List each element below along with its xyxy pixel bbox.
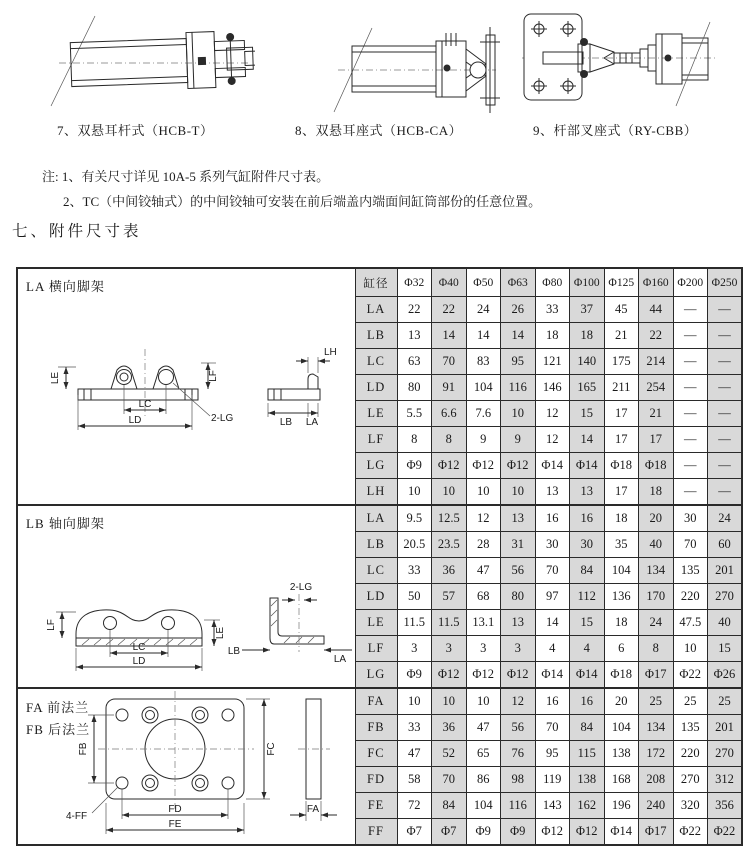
table-cell: 72: [397, 793, 432, 819]
table-cell: 28: [466, 532, 501, 558]
svg-text:LF: LF: [46, 619, 57, 631]
table-cell: 4: [570, 636, 605, 662]
table-cell: 84: [570, 558, 605, 584]
table-cell: Φ17: [639, 819, 674, 846]
table-cell: 37: [570, 297, 605, 323]
svg-text:FA: FA: [306, 804, 320, 815]
table-cell: 86: [466, 767, 501, 793]
table-cell: Φ14: [570, 662, 605, 689]
table-cell: 7.6: [466, 401, 501, 427]
table-cell: 22: [397, 297, 432, 323]
table-cell: 104: [466, 793, 501, 819]
table-cell: 17: [604, 479, 639, 506]
svg-text:LE: LE: [215, 626, 226, 640]
table-cell: 50: [397, 584, 432, 610]
svg-text:LD: LD: [132, 656, 146, 667]
table-cell: 14: [432, 323, 467, 349]
table-row: [17, 688, 742, 715]
table-cell: —: [673, 479, 708, 506]
table-cell: 135: [673, 715, 708, 741]
table-cell: 9: [501, 427, 536, 453]
figure7-caption: 7、双悬耳杆式（HCB-T）: [57, 123, 214, 138]
table-cell: 91: [432, 375, 467, 401]
table-cell: 80: [501, 584, 536, 610]
table-cell: 104: [604, 715, 639, 741]
table-cell: 56: [501, 558, 536, 584]
table-cell: 135: [673, 558, 708, 584]
table-cell: Φ18: [604, 453, 639, 479]
table-cell: 21: [639, 401, 674, 427]
table-cell: 140: [570, 349, 605, 375]
table-cell: 172: [639, 741, 674, 767]
svg-text:LB: LB: [279, 417, 293, 428]
diagram-cell-1: [17, 268, 355, 505]
table-cell: 3: [432, 636, 467, 662]
dimension-table: [16, 267, 743, 846]
note-line-1: 注: 1、有关尺寸详见 10A-5 系列气缸附件尺寸表。: [42, 169, 330, 184]
row-label: LH: [355, 479, 397, 506]
table-cell: 25: [673, 688, 708, 715]
svg-text:FB: FB: [78, 742, 89, 756]
table-cell: 312: [708, 767, 743, 793]
svg-text:FE: FE: [168, 819, 182, 830]
table-cell: 162: [570, 793, 605, 819]
table-cell: 201: [708, 558, 743, 584]
table-cell: —: [673, 453, 708, 479]
figure7-drawing-hcb-t: [45, 6, 255, 114]
table-cell: 44: [639, 297, 674, 323]
row-label: LB: [355, 323, 397, 349]
table-cell: 11.5: [432, 610, 467, 636]
table-cell: 33: [397, 558, 432, 584]
table-cell: 97: [535, 584, 570, 610]
table-cell: —: [708, 401, 743, 427]
table-cell: 18: [639, 479, 674, 506]
table-cell: 116: [501, 375, 536, 401]
table-cell: 16: [570, 505, 605, 532]
table-cell: Φ9: [397, 662, 432, 689]
table-cell: 26: [501, 297, 536, 323]
row-label: LA: [355, 505, 397, 532]
table-cell: 138: [604, 741, 639, 767]
column-header: Φ125: [604, 268, 639, 297]
table-cell: —: [673, 427, 708, 453]
column-header: Φ50: [466, 268, 501, 297]
table-cell: Φ12: [432, 453, 467, 479]
row-label: LE: [355, 610, 397, 636]
table-cell: 80: [397, 375, 432, 401]
table-cell: 95: [535, 741, 570, 767]
table-cell: 9.5: [397, 505, 432, 532]
svg-text:LH: LH: [324, 347, 337, 358]
table-cell: —: [673, 297, 708, 323]
table-cell: 14: [466, 323, 501, 349]
table-cell: 52: [432, 741, 467, 767]
table-cell: 18: [604, 610, 639, 636]
table-cell: Φ9: [501, 819, 536, 846]
table-cell: 22: [639, 323, 674, 349]
table-cell: 25: [708, 688, 743, 715]
table-cell: 270: [673, 767, 708, 793]
table-cell: Φ26: [708, 662, 743, 689]
table-cell: 47: [466, 715, 501, 741]
table-row: [17, 505, 742, 532]
table-cell: 121: [535, 349, 570, 375]
table-cell: 119: [535, 767, 570, 793]
row-label: FC: [355, 741, 397, 767]
table-cell: 20: [604, 688, 639, 715]
svg-text:LA: LA: [305, 417, 319, 428]
table-cell: 16: [535, 505, 570, 532]
column-header: Φ63: [501, 268, 536, 297]
table-cell: 35: [604, 532, 639, 558]
table-cell: 31: [501, 532, 536, 558]
table-cell: 254: [639, 375, 674, 401]
table-cell: 356: [708, 793, 743, 819]
foot-mount-axial-diagram: [18, 530, 354, 678]
table-cell: Φ22: [673, 662, 708, 689]
column-header: Φ32: [397, 268, 432, 297]
diagram3-title-fb: FB 后法兰: [26, 722, 91, 737]
svg-text:FD: FD: [168, 804, 182, 815]
table-cell: —: [708, 297, 743, 323]
table-cell: —: [708, 375, 743, 401]
svg-text:2-LG: 2-LG: [211, 413, 234, 424]
table-cell: 13: [501, 610, 536, 636]
table-cell: 36: [432, 558, 467, 584]
table-cell: 57: [432, 584, 467, 610]
table-cell: Φ22: [708, 819, 743, 846]
figure8-drawing-hcb-ca: [320, 22, 500, 117]
table-cell: 15: [570, 610, 605, 636]
table-cell: 25: [639, 688, 674, 715]
row-label: LG: [355, 453, 397, 479]
table-cell: 12: [466, 505, 501, 532]
table-cell: 6.6: [432, 401, 467, 427]
svg-text:LB: LB: [227, 646, 241, 657]
svg-text:LC: LC: [138, 399, 152, 410]
table-header-row: [17, 268, 742, 297]
table-cell: 30: [535, 532, 570, 558]
table-cell: 70: [535, 715, 570, 741]
table-cell: 83: [466, 349, 501, 375]
table-cell: 10: [432, 479, 467, 506]
table-cell: Φ18: [604, 662, 639, 689]
table-cell: 22: [432, 297, 467, 323]
table-cell: 112: [570, 584, 605, 610]
row-label: LF: [355, 427, 397, 453]
table-cell: 3: [466, 636, 501, 662]
table-cell: 104: [604, 558, 639, 584]
table-cell: 24: [639, 610, 674, 636]
table-cell: 220: [673, 584, 708, 610]
table-cell: —: [673, 401, 708, 427]
table-cell: 12.5: [432, 505, 467, 532]
table-cell: Φ14: [535, 662, 570, 689]
table-cell: 18: [604, 505, 639, 532]
table-cell: 40: [639, 532, 674, 558]
table-cell: Φ12: [535, 819, 570, 846]
table-cell: 208: [639, 767, 674, 793]
svg-text:LA: LA: [333, 654, 347, 665]
column-header: Φ250: [708, 268, 743, 297]
table-cell: 30: [570, 532, 605, 558]
table-cell: 13: [397, 323, 432, 349]
table-cell: 214: [639, 349, 674, 375]
svg-text:LE: LE: [50, 371, 61, 385]
table-cell: 10: [501, 479, 536, 506]
table-cell: 9: [466, 427, 501, 453]
table-cell: 5.5: [397, 401, 432, 427]
table-cell: 6: [604, 636, 639, 662]
table-cell: 146: [535, 375, 570, 401]
table-cell: 115: [570, 741, 605, 767]
column-header: Φ200: [673, 268, 708, 297]
table-cell: Φ17: [639, 662, 674, 689]
table-cell: 70: [432, 767, 467, 793]
table-cell: Φ9: [397, 453, 432, 479]
figure8-caption: 8、双悬耳座式（HCB-CA）: [295, 123, 463, 138]
table-cell: 13: [570, 479, 605, 506]
table-cell: 320: [673, 793, 708, 819]
diagram2-title: LB 轴向脚架: [26, 516, 105, 531]
table-cell: 10: [673, 636, 708, 662]
row-label: LE: [355, 401, 397, 427]
table-cell: 201: [708, 715, 743, 741]
column-header: Φ100: [570, 268, 605, 297]
table-cell: 60: [708, 532, 743, 558]
table-cell: 8: [397, 427, 432, 453]
table-cell: 17: [639, 427, 674, 453]
table-cell: 16: [535, 688, 570, 715]
table-cell: Φ18: [639, 453, 674, 479]
table-cell: 40: [708, 610, 743, 636]
table-cell: 8: [639, 636, 674, 662]
table-cell: 240: [639, 793, 674, 819]
table-cell: 45: [604, 297, 639, 323]
table-cell: 24: [708, 505, 743, 532]
table-cell: 10: [432, 688, 467, 715]
table-cell: 175: [604, 349, 639, 375]
table-cell: 95: [501, 349, 536, 375]
table-cell: 17: [604, 401, 639, 427]
table-cell: 84: [570, 715, 605, 741]
table-cell: 18: [570, 323, 605, 349]
section-title: 七、附件尺寸表: [12, 223, 142, 240]
table-cell: 63: [397, 349, 432, 375]
row-label: FD: [355, 767, 397, 793]
row-label: LC: [355, 349, 397, 375]
figure9-drawing-ry-cbb: [518, 6, 718, 114]
table-cell: Φ12: [570, 819, 605, 846]
table-cell: 47: [466, 558, 501, 584]
table-cell: 10: [466, 479, 501, 506]
table-cell: 18: [535, 323, 570, 349]
table-cell: 10: [397, 688, 432, 715]
bore-header: 缸径: [355, 268, 397, 297]
svg-text:FC: FC: [266, 742, 277, 756]
table-cell: 3: [501, 636, 536, 662]
table-cell: 138: [570, 767, 605, 793]
table-cell: 104: [466, 375, 501, 401]
diagram3-title-fa: FA 前法兰: [26, 700, 90, 715]
table-cell: 12: [535, 401, 570, 427]
table-cell: 10: [397, 479, 432, 506]
table-cell: Φ12: [501, 453, 536, 479]
table-cell: 47.5: [673, 610, 708, 636]
table-cell: 16: [570, 688, 605, 715]
table-cell: 36: [432, 715, 467, 741]
row-label: LG: [355, 662, 397, 689]
table-cell: 165: [570, 375, 605, 401]
table-cell: 70: [673, 532, 708, 558]
table-cell: 56: [501, 715, 536, 741]
table-cell: 76: [501, 741, 536, 767]
table-cell: Φ12: [466, 453, 501, 479]
diagram-cell-3: [17, 688, 355, 845]
table-cell: 70: [432, 349, 467, 375]
row-label: FB: [355, 715, 397, 741]
svg-text:LD: LD: [128, 415, 142, 426]
row-label: LB: [355, 532, 397, 558]
table-cell: 270: [708, 584, 743, 610]
table-cell: —: [708, 453, 743, 479]
table-cell: 17: [604, 427, 639, 453]
diagram-cell-2: [17, 505, 355, 688]
table-cell: 12: [501, 688, 536, 715]
table-cell: 8: [432, 427, 467, 453]
table-cell: —: [708, 349, 743, 375]
table-cell: 13: [501, 505, 536, 532]
table-cell: Φ12: [501, 662, 536, 689]
table-cell: 168: [604, 767, 639, 793]
table-cell: Φ22: [673, 819, 708, 846]
diagram1-title: LA 横向脚架: [26, 279, 105, 294]
table-cell: —: [673, 375, 708, 401]
table-cell: 68: [466, 584, 501, 610]
table-cell: —: [673, 349, 708, 375]
table-cell: 12: [535, 427, 570, 453]
table-cell: —: [708, 427, 743, 453]
table-cell: 134: [639, 558, 674, 584]
svg-text:LF: LF: [208, 370, 219, 382]
table-cell: 170: [639, 584, 674, 610]
row-label: FA: [355, 688, 397, 715]
table-cell: Φ12: [432, 662, 467, 689]
table-cell: 13: [535, 479, 570, 506]
svg-text:4-FF: 4-FF: [66, 811, 88, 822]
table-cell: 15: [570, 401, 605, 427]
table-cell: 11.5: [397, 610, 432, 636]
table-cell: 10: [501, 401, 536, 427]
table-cell: Φ12: [466, 662, 501, 689]
table-cell: 196: [604, 793, 639, 819]
table-cell: 98: [501, 767, 536, 793]
table-cell: 3: [397, 636, 432, 662]
table-cell: —: [708, 323, 743, 349]
row-label: LD: [355, 375, 397, 401]
table-cell: 84: [432, 793, 467, 819]
row-label: FF: [355, 819, 397, 846]
table-cell: —: [708, 479, 743, 506]
table-cell: 10: [466, 688, 501, 715]
table-cell: 47: [397, 741, 432, 767]
table-cell: 33: [397, 715, 432, 741]
table-cell: 220: [673, 741, 708, 767]
table-cell: 14: [501, 323, 536, 349]
table-cell: 14: [570, 427, 605, 453]
row-label: LD: [355, 584, 397, 610]
foot-mount-lateral-diagram: [18, 289, 354, 489]
table-cell: 58: [397, 767, 432, 793]
table-cell: 33: [535, 297, 570, 323]
note-line-2: 2、TC（中间铰轴式）的中间铰轴可安装在前后端盖内端面间缸筒部份的任意位置。: [63, 194, 542, 209]
table-cell: 116: [501, 793, 536, 819]
table-cell: Φ7: [432, 819, 467, 846]
table-cell: 136: [604, 584, 639, 610]
table-cell: 20.5: [397, 532, 432, 558]
row-label: FE: [355, 793, 397, 819]
svg-text:2-LG: 2-LG: [289, 582, 313, 593]
table-cell: 21: [604, 323, 639, 349]
table-cell: 20: [639, 505, 674, 532]
table-cell: Φ7: [397, 819, 432, 846]
table-cell: 30: [673, 505, 708, 532]
table-cell: Φ14: [535, 453, 570, 479]
row-label: LA: [355, 297, 397, 323]
table-cell: 13.1: [466, 610, 501, 636]
table-cell: Φ14: [604, 819, 639, 846]
table-cell: 211: [604, 375, 639, 401]
table-cell: 14: [535, 610, 570, 636]
table-cell: 4: [535, 636, 570, 662]
figure9-caption: 9、杆部叉座式（RY-CBB）: [533, 123, 698, 138]
column-header: Φ40: [432, 268, 467, 297]
table-cell: 270: [708, 741, 743, 767]
table-cell: 24: [466, 297, 501, 323]
table-cell: Φ9: [466, 819, 501, 846]
row-label: LF: [355, 636, 397, 662]
svg-text:LC: LC: [132, 642, 146, 653]
row-label: LC: [355, 558, 397, 584]
table-cell: 143: [535, 793, 570, 819]
column-header: Φ80: [535, 268, 570, 297]
table-cell: 15: [708, 636, 743, 662]
table-cell: 23.5: [432, 532, 467, 558]
table-cell: 70: [535, 558, 570, 584]
table-cell: —: [673, 323, 708, 349]
table-cell: 65: [466, 741, 501, 767]
table-cell: 134: [639, 715, 674, 741]
table-cell: Φ14: [570, 453, 605, 479]
column-header: Φ160: [639, 268, 674, 297]
